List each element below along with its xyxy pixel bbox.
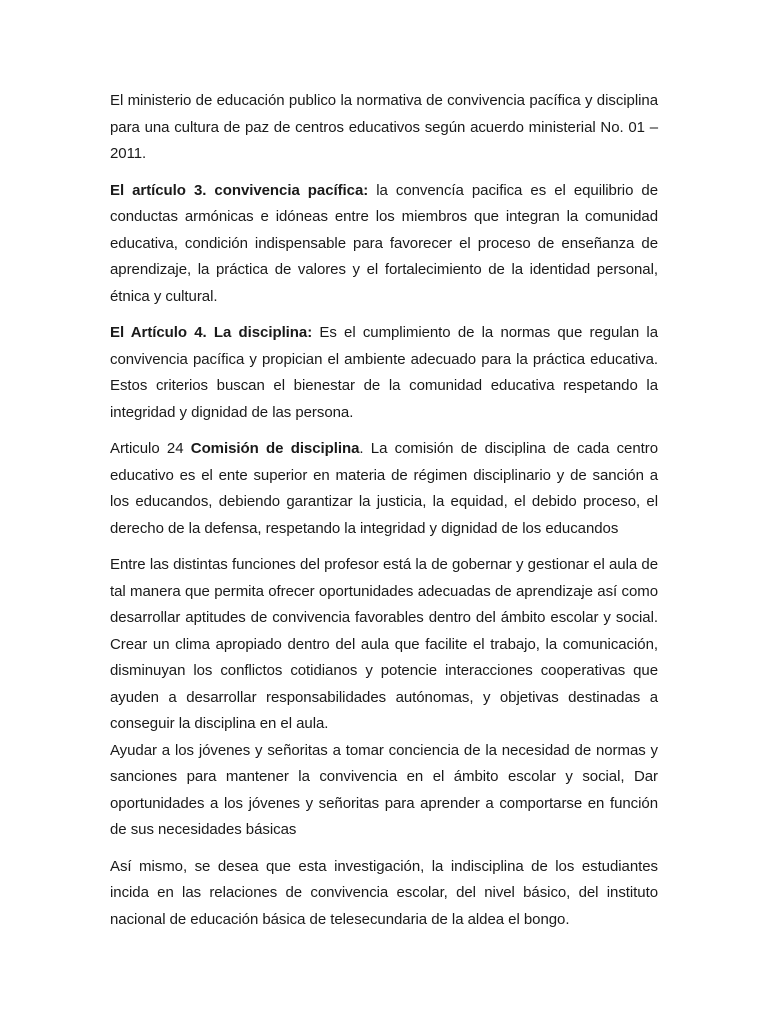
paragraph-help-youth: Ayudar a los jóvenes y señoritas a tomar conciencia de la necesidad de normas y sanciones para mantener la convivencia en el ámbito escolar y social, Dar oportunidades a los jóvenes y señoritas para aprender a comportarse en función de sus necesidades básicas xyxy=(110,741,658,838)
article-3-heading: El artículo 3. convivencia pacífica: xyxy=(110,181,369,199)
article-4-heading: El Artículo 4. La disciplina: xyxy=(110,324,313,341)
article-24-body: . La comisión de disciplina de cada centro educativo es el ente superior en materia de régimen disciplinario y de sanción a los educandos, debiendo garantizar la justicia, la equidad, el debido proceso, el derecho de la defensa, respetando la integridad y dignidad de los educandos xyxy=(110,440,658,537)
paragraph-research: Así mismo, se desea que esta investigación, la indisciplina de los estudiantes incida en las relaciones de convivencia escolar, del nivel básico, del instituto nacional de educación básica de telesecundaria de la aldea el bongo. xyxy=(110,857,658,928)
article-24-prefix: Articulo 24 xyxy=(110,440,191,457)
paragraph-intro: El ministerio de educación publico la normativa de convivencia pacífica y disciplina para una cultura de paz de centros educativos según acuerdo ministerial No. 01 – 2011. xyxy=(110,92,658,162)
paragraph-article-3 xyxy=(110,178,658,311)
paragraph-article-24 xyxy=(110,436,658,542)
article-4-body: Es el cumplimiento de la normas que regulan la convivencia pacífica y propician el ambiente adecuado para la práctica educativa. Estos criterios buscan el bienestar de la comunidad educativa respetando la integridad y dignidad de las persona. xyxy=(110,324,658,421)
paragraph-teacher-functions: Entre las distintas funciones del profesor está la de gobernar y gestionar el aula de tal manera que permita ofrecer oportunidades adecuadas de aprendizaje así como desarrollar aptitudes de convivencia favorables dentro del ámbito escolar y social. Crear un clima apropiado dentro del aula que facilite el trabajo, la comunicación, disminuyan los conflictos cotidianos y potencie interacciones cooperativas que ayuden a desarrollar responsabilidades autónomas, y objetivas destinadas a conseguir la disciplina en el aula. xyxy=(110,556,658,732)
paragraph-article-4 xyxy=(110,320,658,426)
article-24-heading: Comisión de disciplina xyxy=(190,440,360,457)
article-3-body: la convencía pacifica es el equilibrio de conductas armónicas e idóneas entre los miembros que integran la comunidad educativa, condición indispensable para favorecer el proceso de enseñanza de aprendizaje, la práctica de valores y el fortalecimiento de la identidad personal, étnica y cultural. xyxy=(110,181,658,305)
document-page xyxy=(110,88,658,943)
